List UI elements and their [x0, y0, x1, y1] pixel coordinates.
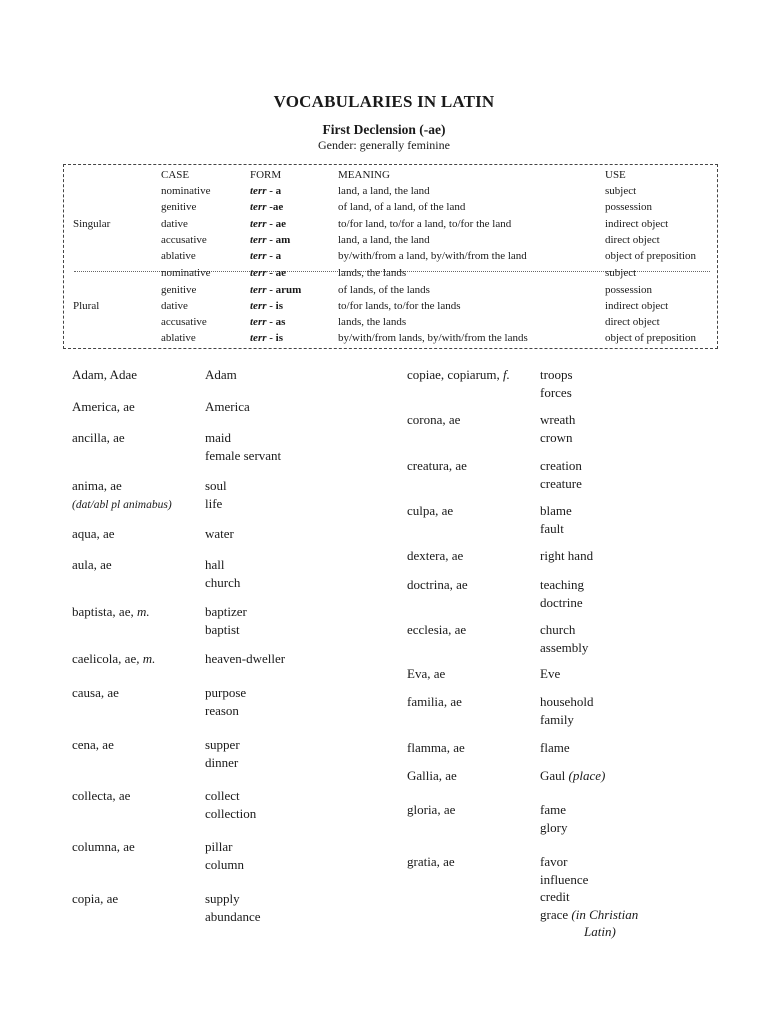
case-meaning: to/for lands, to/for the lands: [338, 300, 461, 312]
case-use: direct object: [605, 234, 660, 246]
case-form: [250, 201, 283, 214]
col-header-case: CASE: [161, 169, 190, 181]
term-text: caelicola, ae,: [72, 651, 140, 666]
plural-label: Plural: [73, 300, 100, 312]
meaning-line: baptizer: [205, 604, 247, 619]
vocab-term: [407, 853, 455, 871]
vocab-term: [407, 621, 466, 639]
vocab-meaning: [205, 366, 237, 384]
meaning-line: abundance: [205, 908, 261, 924]
case-form: [250, 250, 281, 263]
form-stem: terr: [250, 284, 267, 296]
meaning-line: fault: [540, 520, 564, 536]
case-meaning: lands, the lands: [338, 316, 407, 328]
form-stem: terr: [250, 267, 267, 279]
meaning-line: troops: [540, 367, 573, 382]
term-text: Adam, Adae: [72, 367, 137, 382]
vocab-term: [407, 693, 462, 711]
vocab-term: [72, 787, 130, 805]
vocab-meaning: [205, 525, 234, 543]
col-header-form: FORM: [250, 169, 282, 181]
form-ending: - ae: [266, 218, 287, 230]
meaning-line: forces: [540, 384, 572, 400]
form-stem: terr: [250, 234, 267, 246]
declension-subtitle: First Declension (-ae): [322, 122, 446, 137]
term-text: corona, ae: [407, 412, 461, 427]
case-form: [250, 316, 285, 329]
vocab-meaning: [540, 739, 570, 757]
meaning-line: wreath: [540, 412, 576, 427]
vocab-meaning: [205, 684, 246, 719]
case-use: possession: [605, 201, 653, 213]
case-name: dative: [161, 218, 188, 230]
case-name: ablative: [161, 332, 196, 344]
term-text: anima, ae: [72, 478, 122, 493]
meaning-line: creature: [540, 475, 582, 491]
vocab-meaning: [540, 576, 584, 611]
meaning-line: supply: [205, 891, 240, 906]
singular-label: Singular: [73, 218, 111, 230]
form-stem: terr: [250, 332, 267, 344]
vocab-meaning: [205, 736, 240, 771]
term-text: collecta, ae: [72, 788, 131, 803]
col-header-use: USE: [605, 169, 626, 181]
case-meaning: land, a land, the land: [338, 234, 430, 246]
case-name: genitive: [161, 284, 197, 296]
case-use: object of preposition: [605, 250, 697, 262]
meaning-line: maid: [205, 430, 231, 445]
term-text: dextera, ae: [407, 548, 464, 563]
form-ending: - as: [266, 316, 286, 328]
term-text: cena, ae: [72, 737, 114, 752]
vocab-meaning: [540, 457, 582, 492]
vocab-meaning: [205, 398, 250, 416]
vocab-term: [407, 366, 510, 384]
meaning-line: America: [205, 399, 250, 414]
case-form: [250, 185, 281, 198]
case-meaning: lands, the lands: [338, 267, 407, 279]
page-title: VOCABULARIES IN LATIN: [273, 92, 495, 111]
meaning-line: assembly: [540, 639, 589, 655]
meaning-line: favor: [540, 854, 568, 869]
gender-mark: m.: [136, 604, 150, 619]
vocab-term: [72, 398, 135, 416]
vocab-term: [72, 429, 125, 447]
meaning-note: (place): [568, 768, 606, 783]
meaning-line: dinner: [205, 754, 239, 770]
vocab-term: [72, 838, 135, 856]
vocab-term: [407, 547, 463, 565]
case-meaning: of land, of a land, of the land: [338, 201, 466, 213]
case-name: accusative: [161, 234, 207, 246]
meaning-line: flame: [540, 740, 570, 755]
meaning-line: water: [205, 526, 234, 541]
term-text: aula, ae: [72, 557, 112, 572]
meaning-line: right hand: [540, 548, 594, 563]
case-name: accusative: [161, 316, 207, 328]
vocab-term: [407, 457, 467, 475]
gender-note: Gender: generally feminine: [318, 138, 450, 152]
term-text: Eva, ae: [407, 666, 446, 681]
meaning-line: credit: [540, 889, 570, 904]
meaning-line: Gaul: [540, 768, 566, 783]
vocab-meaning: [540, 502, 572, 537]
case-name: nominative: [161, 267, 211, 279]
term-text: aqua, ae: [72, 526, 115, 541]
term-text: gloria, ae: [407, 802, 456, 817]
case-meaning: of lands, of the lands: [338, 284, 430, 296]
meaning-line: household: [540, 694, 594, 709]
meaning-line: fame: [540, 802, 566, 817]
vocab-meaning: [205, 838, 244, 873]
case-name: genitive: [161, 201, 197, 213]
term-note: (dat/abl pl animabus): [72, 498, 172, 511]
case-use: object of preposition: [605, 332, 697, 344]
term-text: ecclesia, ae: [407, 622, 467, 637]
vocab-term: [72, 477, 172, 514]
term-text: copia, ae: [72, 891, 119, 906]
vocab-meaning: [540, 621, 588, 656]
vocab-term: [407, 411, 460, 429]
term-text: doctrina, ae: [407, 577, 468, 592]
meaning-line: creation: [540, 458, 582, 473]
col-header-meaning: MEANING: [338, 169, 390, 181]
meaning-line: reason: [205, 702, 239, 718]
meaning-line: purpose: [205, 685, 247, 700]
vocab-term: [407, 665, 445, 683]
form-stem: terr: [250, 185, 267, 197]
vocab-term: [407, 801, 455, 819]
case-form: [250, 284, 301, 297]
meaning-line: life: [205, 495, 223, 511]
term-text: Gallia, ae: [407, 768, 457, 783]
vocab-meaning: [205, 890, 261, 925]
form-ending: - arum: [266, 284, 302, 296]
term-text: gratia, ae: [407, 854, 455, 869]
vocab-meaning: [205, 556, 240, 591]
meaning-line: column: [205, 856, 244, 872]
vocab-term: [72, 525, 115, 543]
vocab-meaning: [540, 366, 573, 401]
vocab-meaning: [540, 693, 593, 728]
case-use: subject: [605, 267, 637, 279]
case-use: subject: [605, 185, 637, 197]
vocab-term: [72, 366, 137, 384]
form-ending: - ae: [266, 267, 287, 279]
vocab-meaning: [540, 853, 638, 941]
term-text: creatura, ae: [407, 458, 467, 473]
meaning-line: grace: [540, 906, 569, 922]
case-meaning: by/with/from lands, by/with/from the lands: [338, 332, 528, 344]
form-ending: -ae: [266, 201, 284, 213]
case-form: [250, 218, 286, 231]
vocab-meaning: [205, 477, 227, 512]
form-stem: terr: [250, 316, 267, 328]
term-text: America, ae: [72, 399, 135, 414]
term-text: flamma, ae: [407, 740, 465, 755]
meaning-line: soul: [205, 478, 227, 493]
vocab-meaning: [540, 547, 593, 565]
meaning-line: doctrine: [540, 594, 583, 610]
form-ending: - is: [266, 332, 283, 344]
vocab-meaning: [540, 665, 560, 683]
case-form: [250, 300, 283, 313]
form-stem: terr: [250, 300, 267, 312]
meaning-line: church: [205, 574, 241, 590]
form-ending: - a: [266, 250, 282, 262]
meaning-line: blame: [540, 503, 572, 518]
meaning-line: hall: [205, 557, 225, 572]
meaning-note: (in Christian: [571, 906, 639, 922]
vocab-term: [407, 739, 465, 757]
meaning-note-cont: Latin): [584, 924, 616, 939]
vocab-meaning: [540, 767, 605, 785]
vocab-term: [407, 502, 453, 520]
vocab-meaning: [540, 801, 567, 836]
meaning-line: supper: [205, 737, 240, 752]
term-text: familia, ae: [407, 694, 462, 709]
case-form: [250, 267, 286, 280]
meaning-line: female servant: [205, 447, 282, 463]
case-form: [250, 234, 290, 247]
case-use: indirect object: [605, 300, 669, 312]
term-text: columna, ae: [72, 839, 135, 854]
vocab-term: [72, 736, 114, 754]
case-meaning: land, a land, the land: [338, 185, 430, 197]
case-meaning: to/for land, to/for a land, to/for the land: [338, 218, 512, 230]
term-text: culpa, ae: [407, 503, 454, 518]
meaning-line: baptist: [205, 621, 240, 637]
form-ending: - a: [266, 185, 282, 197]
form-stem: terr: [250, 201, 267, 213]
form-stem: terr: [250, 250, 267, 262]
vocab-meaning: [205, 429, 281, 464]
case-name: ablative: [161, 250, 196, 262]
case-name: dative: [161, 300, 188, 312]
vocab-term: [72, 603, 150, 621]
vocab-term: [407, 576, 468, 594]
vocab-meaning: [205, 787, 256, 822]
case-use: indirect object: [605, 218, 669, 230]
meaning-line: pillar: [205, 839, 233, 854]
meaning-line: church: [540, 622, 576, 637]
meaning-line: crown: [540, 429, 573, 445]
form-ending: - am: [266, 234, 291, 246]
meaning-line: influence: [540, 871, 589, 887]
gender-mark: m.: [142, 651, 156, 666]
vocab-meaning: [540, 411, 575, 446]
vocab-meaning: [205, 603, 247, 638]
term-text: ancilla, ae: [72, 430, 125, 445]
vocab-term: [72, 650, 155, 668]
case-use: possession: [605, 284, 653, 296]
term-text: copiae, copiarum,: [407, 367, 500, 382]
case-use: direct object: [605, 316, 660, 328]
case-meaning: by/with/from a land, by/with/from the land: [338, 250, 527, 262]
meaning-line: family: [540, 711, 574, 727]
meaning-line: heaven-dweller: [205, 651, 286, 666]
meaning-line: glory: [540, 819, 568, 835]
vocab-term: [407, 767, 457, 785]
gender-mark: f.: [503, 367, 510, 382]
meaning-line: Adam: [205, 367, 237, 382]
case-name: nominative: [161, 185, 211, 197]
meaning-line: collection: [205, 805, 257, 821]
case-form: [250, 332, 283, 345]
form-ending: - is: [266, 300, 283, 312]
vocab-term: [72, 556, 112, 574]
term-text: causa, ae: [72, 685, 119, 700]
vocab-term: [72, 890, 118, 908]
term-text: baptista, ae,: [72, 604, 134, 619]
vocab-term: [72, 684, 119, 702]
vocab-meaning: [205, 650, 285, 668]
meaning-line: teaching: [540, 577, 585, 592]
form-stem: terr: [250, 218, 267, 230]
meaning-line: Eve: [540, 666, 561, 681]
meaning-line: collect: [205, 788, 240, 803]
